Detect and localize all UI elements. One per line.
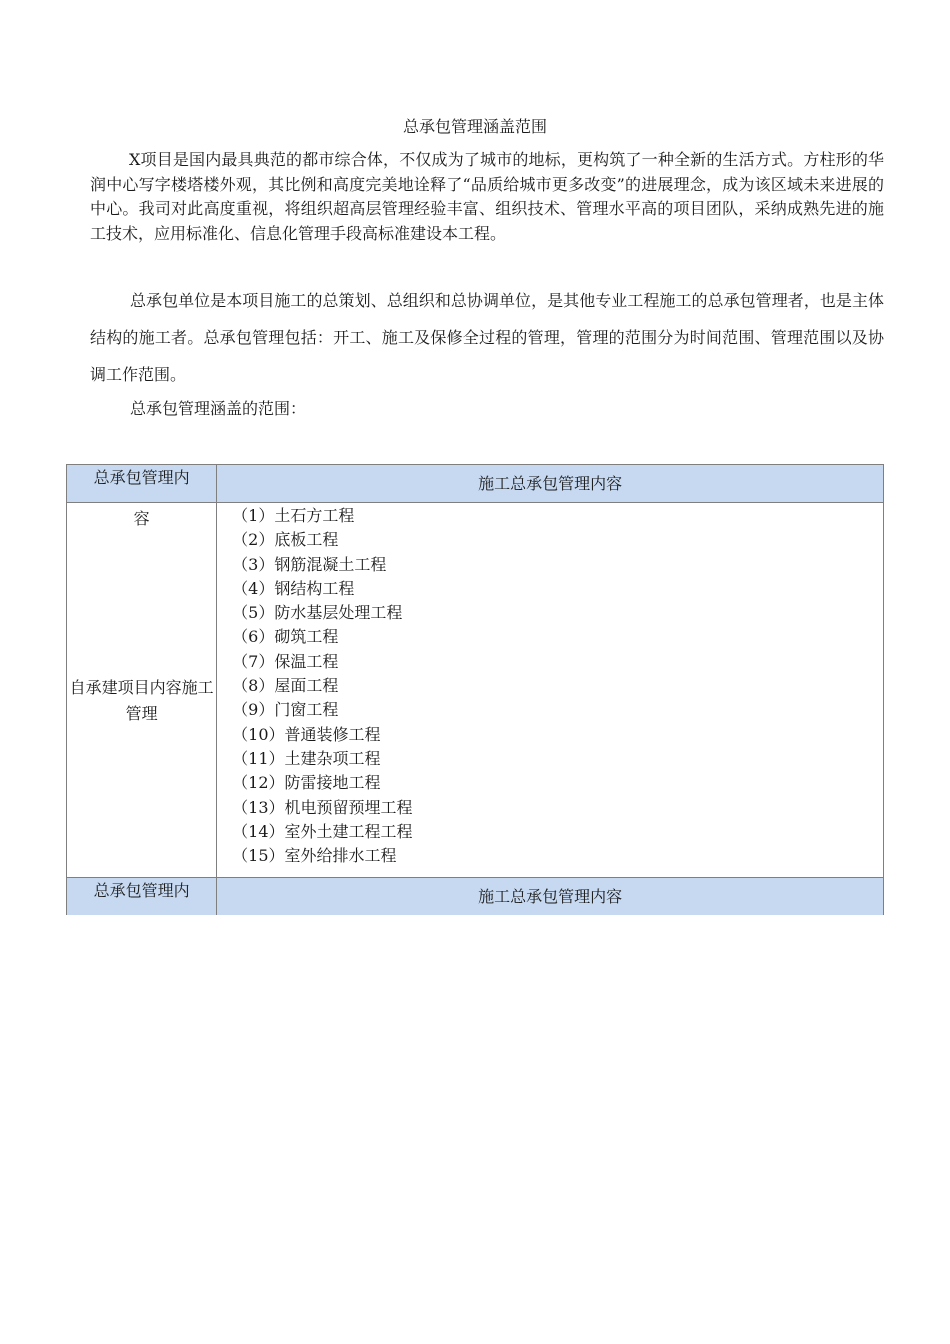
list-item: （6）砌筑工程 bbox=[232, 627, 339, 647]
table-row bbox=[67, 503, 884, 878]
row-category-label: 自承建项目内容施工管理 bbox=[69, 678, 214, 723]
header-category-label: 总承包管理内 bbox=[93, 468, 190, 487]
list-item: （1）土石方工程 bbox=[232, 506, 355, 525]
list-item: （8）屋面工程 bbox=[232, 676, 339, 696]
list-item: （14）室外土建工程工程 bbox=[232, 821, 413, 841]
list-item: （5）防水基层处理工程 bbox=[232, 603, 403, 623]
header-cell-category-repeat bbox=[67, 878, 217, 916]
contractor-role-paragraph: 总承包单位是本项目施工的总策划、总组织和总协调单位，是其他专业工程施工的总承包管理者，也是主体结构的施工者。总承包管理包括：开工、施工及保修全过程的管理，管理的范围分为时间范围、管理范围以及协调工作范围。 bbox=[90, 291, 884, 384]
list-item: （9）门窗工程 bbox=[232, 700, 339, 720]
header-cell-content bbox=[217, 465, 884, 503]
list-item: （15）室外给排水工程 bbox=[232, 846, 397, 866]
list-item: （11）土建杂项工程 bbox=[232, 748, 381, 768]
header-content-label-repeat: 施工总承包管理内容 bbox=[478, 887, 623, 906]
row-items-cell bbox=[217, 503, 884, 878]
scope-table bbox=[66, 464, 884, 915]
list-item: （7）保温工程 bbox=[232, 651, 339, 671]
table-header-row bbox=[67, 465, 884, 503]
header-category-label-repeat: 总承包管理内 bbox=[93, 881, 190, 900]
intro-paragraph: X项目是国内最具典范的都市综合体，不仅成为了城市的地标，更构筑了一种全新的生活方式。方柱形的华润中心写字楼塔楼外观，其比例和高度完美地诠释了“品质给城市更多改变”的进展理念，成为该区域未来进展的中心。我司对此高度重视，将组织超高层管理经验丰富、组织技术、管理水平高的项目团队，采纳成熟先进的施工技术，应用标准化、信息化管理手段高标准建设本工程。 bbox=[90, 150, 884, 243]
scope-lead-paragraph: 总承包管理涵盖的范围： bbox=[130, 399, 307, 418]
list-item: （3）钢筋混凝土工程 bbox=[232, 554, 387, 574]
list-item: （13）机电预留预埋工程 bbox=[232, 797, 413, 817]
list-item: （12）防雷接地工程 bbox=[232, 773, 381, 793]
table-header-row-repeat bbox=[67, 878, 884, 916]
page-title: 总承包管理涵盖范围 bbox=[402, 117, 547, 136]
header-cell-category bbox=[67, 465, 217, 503]
list-item: （2）底板工程 bbox=[232, 530, 339, 550]
header-cell-content-repeat bbox=[217, 878, 884, 916]
list-item: （4）钢结构工程 bbox=[232, 578, 355, 598]
header-category-label-continued: 容 bbox=[133, 509, 150, 528]
list-item: （10）普通装修工程 bbox=[232, 724, 381, 744]
row-category-cell bbox=[67, 503, 217, 878]
work-item-list bbox=[232, 504, 883, 868]
header-content-label: 施工总承包管理内容 bbox=[478, 474, 623, 493]
